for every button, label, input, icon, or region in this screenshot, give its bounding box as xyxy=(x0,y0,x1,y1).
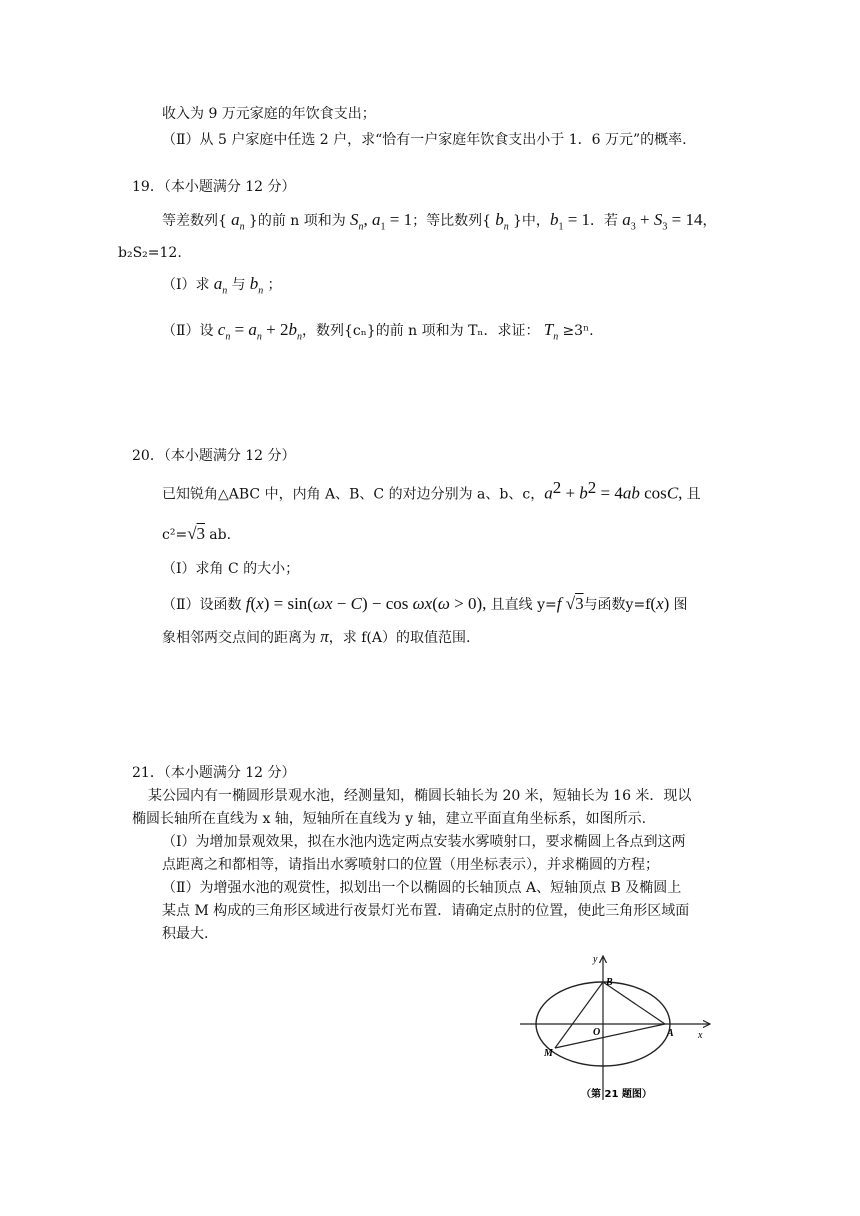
segment-MB xyxy=(555,982,603,1048)
q18-line-1: 收入为 9 万元家庭的年饮食支出； xyxy=(162,106,376,122)
q21-line-7: 积最大. xyxy=(162,926,209,942)
q19-heading: 19．（本小题满分 12 分） xyxy=(132,179,296,195)
q21-line-6: 某点 M 构成的三角形区域进行夜景灯光布置．请确定点肘的位置，使此三角形区域面 xyxy=(162,903,690,919)
q19-stem-line-2: b₂S₂=12. xyxy=(118,245,182,261)
q20-part-2: （Ⅱ）设函数 f(x) = sin(ωx − C) − cos ωx(ω > 0), 且直线 y=f √3与函数y=f(x) 图 xyxy=(162,594,688,613)
segment-AM xyxy=(555,1024,665,1048)
q19-part-2: （Ⅱ）设 $c_n = a_n + 2b_n$，数列{cₙ}的前 n 项和为 Tₙ．求证： $T_n \ge 3^n$. xyxy=(162,320,594,343)
label-O: O xyxy=(593,1027,601,1038)
q21-line-1: 某公园内有一椭圆形景观水池，经测量知，椭圆长轴长为 20 米，短轴长为 16 米．现以 xyxy=(148,788,692,804)
label-y: y xyxy=(593,954,598,965)
figure-caption: （第 21 题图） xyxy=(581,1089,652,1100)
q19-part-1: （I）求 $a_n$ 与 $b_n$ ； xyxy=(162,274,282,297)
q19-stem: 等差数列{ $a_n$ }的前 n 项和为 $S_n$, $a_1 = 1$；等比数列{ $b_n$ }中，$b_1 = 1$．若 $a_3 + S_3 = 14$， xyxy=(162,210,717,233)
q20-part-1: （I）求角 C 的大小； xyxy=(162,561,300,577)
q20-part-2-line-2: 象相邻两交点间的距离为 π，求 f(A）的取值范围. xyxy=(162,627,471,646)
q20-heading: 20．（本小题满分 12 分） xyxy=(132,448,296,464)
q21-line-3: （I）为增加景观效果，拟在水池内选定两点安装水雾喷射口，要求椭圆上各点到这两 xyxy=(162,834,686,850)
q21-line-5: （Ⅱ）为增强水池的观赏性，拟划出一个以椭圆的长轴顶点 A、短轴顶点 B 及椭圆上 xyxy=(162,880,682,896)
q21-heading: 21．（本小题满分 12 分） xyxy=(132,765,296,781)
label-A: A xyxy=(667,1028,674,1039)
q20-stem: 已知锐角△ABC 中，内角 A、B、C 的对边分别为 a、b、c，$a^2 + b^2 = 4ab$ cosC, 且 xyxy=(162,478,701,503)
label-M: M xyxy=(544,1048,553,1059)
q21-line-2: 椭圆长轴所在直线为 x 轴，短轴所在直线为 y 轴，建立平面直角坐标系，如图所示. xyxy=(132,811,647,827)
segment-BA xyxy=(603,982,665,1024)
q21-line-4: 点距离之和都相等，请指出水雾喷射口的位置（用坐标表示），并求椭圆的方程； xyxy=(162,857,659,873)
q18-line-2: （Ⅱ）从 5 户家庭中任选 2 户，求“恰有一户家庭年饮食支出小于 1．6 万元”的概率. xyxy=(162,132,687,148)
label-B: B xyxy=(606,977,613,988)
q20-stem-line-2: c²=√3 ab. xyxy=(162,524,232,543)
ellipse-figure xyxy=(515,950,715,1105)
label-x: x xyxy=(698,1030,703,1041)
